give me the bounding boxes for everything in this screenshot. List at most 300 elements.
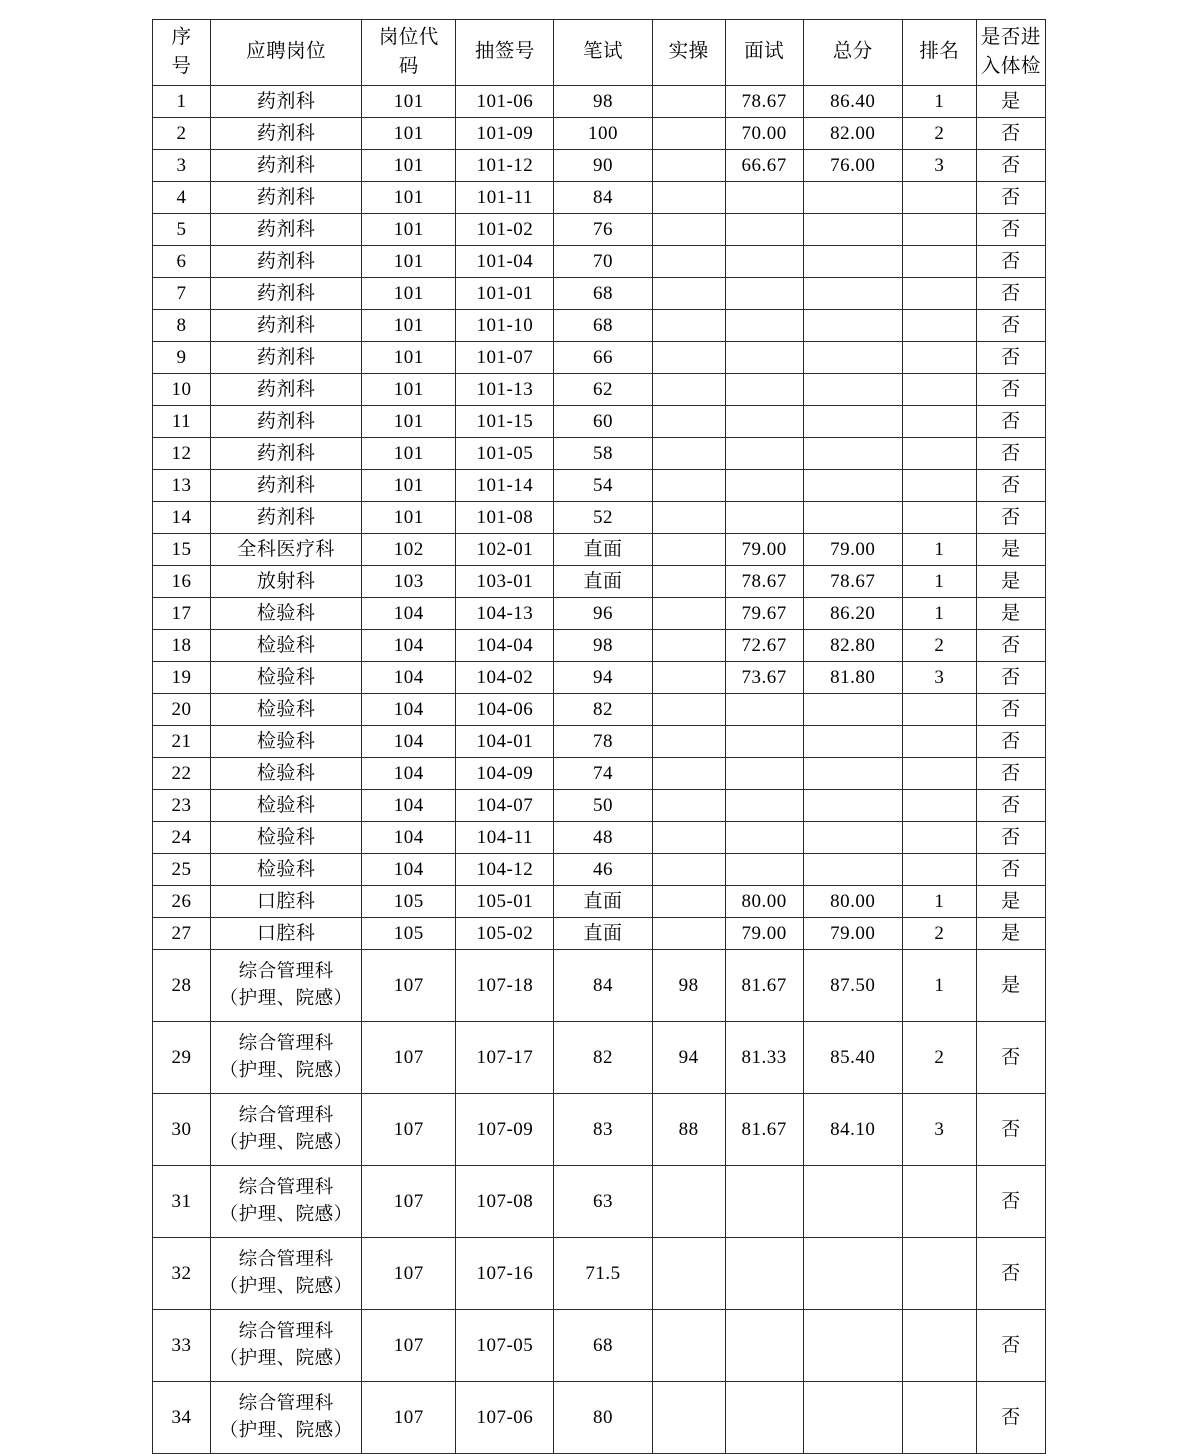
- cell-seq: 2: [153, 118, 211, 150]
- cell-prac: [652, 534, 725, 566]
- cell-written: 76: [554, 214, 652, 246]
- cell-seq: 34: [153, 1382, 211, 1454]
- cell-rank: [902, 406, 976, 438]
- cell-draw: 101-02: [456, 214, 554, 246]
- cell-draw: 104-07: [456, 790, 554, 822]
- cell-inter: [725, 790, 803, 822]
- cell-post: 药剂科: [211, 86, 362, 118]
- cell-phys: 是: [976, 886, 1045, 918]
- cell-draw: 101-10: [456, 310, 554, 342]
- cell-rank: [902, 182, 976, 214]
- cell-post: 药剂科: [211, 214, 362, 246]
- table-row: [153, 278, 1046, 310]
- cell-post: 药剂科: [211, 150, 362, 182]
- cell-phys: 否: [976, 694, 1045, 726]
- cell-total: [803, 278, 902, 310]
- table-row: [153, 1022, 1046, 1094]
- cell-post: 药剂科: [211, 470, 362, 502]
- cell-seq: 28: [153, 950, 211, 1022]
- cell-phys: 否: [976, 310, 1045, 342]
- cell-total: 86.20: [803, 598, 902, 630]
- cell-draw: 101-08: [456, 502, 554, 534]
- cell-seq: 27: [153, 918, 211, 950]
- cell-prac: [652, 438, 725, 470]
- cell-code: 101: [362, 278, 456, 310]
- cell-prac: [652, 790, 725, 822]
- cell-draw: 104-02: [456, 662, 554, 694]
- cell-prac: [652, 278, 725, 310]
- cell-seq: 14: [153, 502, 211, 534]
- cell-draw: 104-04: [456, 630, 554, 662]
- column-header-line: 抽签号: [474, 41, 535, 63]
- cell-code: 104: [362, 694, 456, 726]
- cell-post-line: 综合管理科: [238, 1321, 334, 1342]
- cell-written: 94: [554, 662, 652, 694]
- cell-total: [803, 502, 902, 534]
- cell-written: 84: [554, 950, 652, 1022]
- cell-rank: [902, 310, 976, 342]
- cell-draw: 104-11: [456, 822, 554, 854]
- cell-post: [211, 950, 362, 1022]
- cell-written: 50: [554, 790, 652, 822]
- cell-prac: [652, 630, 725, 662]
- cell-written: 66: [554, 342, 652, 374]
- cell-total: [803, 1166, 902, 1238]
- cell-inter: [725, 1238, 803, 1310]
- cell-draw: 107-08: [456, 1166, 554, 1238]
- cell-rank: 2: [902, 1022, 976, 1094]
- cell-code: 105: [362, 886, 456, 918]
- cell-seq: 12: [153, 438, 211, 470]
- cell-total: [803, 406, 902, 438]
- cell-written: 96: [554, 598, 652, 630]
- cell-rank: 3: [902, 150, 976, 182]
- cell-post-line: （护理、院感）: [219, 988, 353, 1009]
- cell-seq: 30: [153, 1094, 211, 1166]
- table-row: [153, 1166, 1046, 1238]
- cell-code: 104: [362, 854, 456, 886]
- cell-prac: [652, 1382, 725, 1454]
- cell-prac: [652, 86, 725, 118]
- cell-inter: [725, 1166, 803, 1238]
- table-row: [153, 150, 1046, 182]
- table-row: [153, 86, 1046, 118]
- cell-total: 84.10: [803, 1094, 902, 1166]
- column-header-rank: [902, 20, 976, 86]
- cell-rank: [902, 278, 976, 310]
- table-row: [153, 406, 1046, 438]
- cell-written: 82: [554, 1022, 652, 1094]
- cell-inter: 73.67: [725, 662, 803, 694]
- table-row: [153, 758, 1046, 790]
- table-row: [153, 694, 1046, 726]
- cell-prac: [652, 1166, 725, 1238]
- cell-seq: 19: [153, 662, 211, 694]
- table-row: [153, 310, 1046, 342]
- cell-seq: 18: [153, 630, 211, 662]
- cell-phys: 否: [976, 1166, 1045, 1238]
- cell-draw: 103-01: [456, 566, 554, 598]
- cell-post-line: 综合管理科: [238, 961, 334, 982]
- cell-total: 87.50: [803, 950, 902, 1022]
- cell-draw: 101-13: [456, 374, 554, 406]
- cell-post: 药剂科: [211, 374, 362, 406]
- cell-inter: 70.00: [725, 118, 803, 150]
- table-row: [153, 598, 1046, 630]
- cell-prac: [652, 758, 725, 790]
- cell-rank: 3: [902, 662, 976, 694]
- cell-phys: 是: [976, 918, 1045, 950]
- cell-phys: 是: [976, 86, 1045, 118]
- cell-draw: 101-12: [456, 150, 554, 182]
- cell-post: 口腔科: [211, 886, 362, 918]
- cell-phys: 否: [976, 278, 1045, 310]
- cell-seq: 29: [153, 1022, 211, 1094]
- cell-draw: 107-17: [456, 1022, 554, 1094]
- table-row: [153, 1094, 1046, 1166]
- cell-phys: 否: [976, 246, 1045, 278]
- cell-written: 直面: [554, 918, 652, 950]
- cell-post: 检验科: [211, 630, 362, 662]
- cell-draw: 101-09: [456, 118, 554, 150]
- cell-written: 78: [554, 726, 652, 758]
- cell-seq: 7: [153, 278, 211, 310]
- column-header-written: [554, 20, 652, 86]
- cell-phys: 否: [976, 1094, 1045, 1166]
- cell-draw: 101-11: [456, 182, 554, 214]
- cell-total: [803, 470, 902, 502]
- cell-post-line: （护理、院感）: [219, 1060, 353, 1081]
- cell-post-line: 综合管理科: [238, 1033, 334, 1054]
- cell-inter: [725, 310, 803, 342]
- cell-written: 直面: [554, 566, 652, 598]
- cell-code: 103: [362, 566, 456, 598]
- cell-phys: 是: [976, 534, 1045, 566]
- cell-prac: [652, 822, 725, 854]
- recruitment-results-table: [152, 19, 1046, 1454]
- cell-total: 78.67: [803, 566, 902, 598]
- column-header-phys: [976, 20, 1045, 86]
- cell-post: 放射科: [211, 566, 362, 598]
- cell-phys: 否: [976, 470, 1045, 502]
- cell-draw: 104-01: [456, 726, 554, 758]
- cell-draw: 107-09: [456, 1094, 554, 1166]
- cell-post: [211, 1382, 362, 1454]
- cell-rank: [902, 790, 976, 822]
- column-header-line: 入体检: [980, 55, 1041, 77]
- cell-draw: 101-06: [456, 86, 554, 118]
- table-row: [153, 1238, 1046, 1310]
- cell-phys: 否: [976, 1310, 1045, 1382]
- cell-phys: 否: [976, 1238, 1045, 1310]
- cell-total: [803, 1382, 902, 1454]
- cell-inter: 72.67: [725, 630, 803, 662]
- cell-written: 82: [554, 694, 652, 726]
- cell-inter: [725, 822, 803, 854]
- cell-rank: [902, 1310, 976, 1382]
- cell-inter: [725, 342, 803, 374]
- cell-written: 80: [554, 1382, 652, 1454]
- cell-code: 101: [362, 502, 456, 534]
- cell-phys: 否: [976, 662, 1045, 694]
- cell-rank: 1: [902, 534, 976, 566]
- cell-inter: 81.33: [725, 1022, 803, 1094]
- cell-code: 101: [362, 438, 456, 470]
- cell-seq: 33: [153, 1310, 211, 1382]
- cell-total: 81.80: [803, 662, 902, 694]
- cell-rank: [902, 374, 976, 406]
- table-row: [153, 118, 1046, 150]
- cell-total: [803, 822, 902, 854]
- cell-inter: 81.67: [725, 1094, 803, 1166]
- cell-total: [803, 374, 902, 406]
- cell-inter: [725, 182, 803, 214]
- column-header-line: 号: [171, 55, 192, 77]
- cell-draw: 104-06: [456, 694, 554, 726]
- cell-code: 101: [362, 374, 456, 406]
- column-header-line: 面试: [744, 41, 785, 63]
- cell-post-line: （护理、院感）: [219, 1348, 353, 1369]
- cell-written: 84: [554, 182, 652, 214]
- column-header-post: [211, 20, 362, 86]
- cell-prac: [652, 726, 725, 758]
- cell-code: 101: [362, 470, 456, 502]
- cell-draw: 107-05: [456, 1310, 554, 1382]
- cell-seq: 17: [153, 598, 211, 630]
- cell-post: 药剂科: [211, 342, 362, 374]
- cell-post: 药剂科: [211, 310, 362, 342]
- cell-code: 101: [362, 406, 456, 438]
- cell-post-line: 综合管理科: [238, 1105, 334, 1126]
- cell-post: 药剂科: [211, 278, 362, 310]
- cell-draw: 107-16: [456, 1238, 554, 1310]
- cell-code: 104: [362, 758, 456, 790]
- cell-total: [803, 758, 902, 790]
- cell-seq: 9: [153, 342, 211, 374]
- cell-post: [211, 1094, 362, 1166]
- cell-rank: [902, 342, 976, 374]
- table-header: [153, 20, 1046, 86]
- cell-post-line: （护理、院感）: [219, 1276, 353, 1297]
- cell-code: 104: [362, 662, 456, 694]
- cell-prac: [652, 1310, 725, 1382]
- cell-post: [211, 1310, 362, 1382]
- cell-code: 107: [362, 1382, 456, 1454]
- cell-total: [803, 1238, 902, 1310]
- cell-written: 68: [554, 310, 652, 342]
- cell-written: 54: [554, 470, 652, 502]
- cell-inter: 66.67: [725, 150, 803, 182]
- cell-phys: 否: [976, 342, 1045, 374]
- cell-post: 口腔科: [211, 918, 362, 950]
- cell-post: [211, 1022, 362, 1094]
- cell-seq: 25: [153, 854, 211, 886]
- cell-rank: 2: [902, 118, 976, 150]
- cell-written: 60: [554, 406, 652, 438]
- cell-post: 检验科: [211, 822, 362, 854]
- cell-post: 全科医疗科: [211, 534, 362, 566]
- cell-draw: 101-05: [456, 438, 554, 470]
- cell-total: [803, 182, 902, 214]
- cell-draw: 101-15: [456, 406, 554, 438]
- cell-rank: [902, 246, 976, 278]
- cell-total: 76.00: [803, 150, 902, 182]
- cell-post: 检验科: [211, 726, 362, 758]
- cell-code: 101: [362, 214, 456, 246]
- table-row: [153, 438, 1046, 470]
- cell-phys: 否: [976, 630, 1045, 662]
- cell-draw: 101-01: [456, 278, 554, 310]
- cell-phys: 否: [976, 726, 1045, 758]
- cell-phys: 否: [976, 758, 1045, 790]
- cell-draw: 101-07: [456, 342, 554, 374]
- cell-written: 70: [554, 246, 652, 278]
- table-row: [153, 630, 1046, 662]
- cell-phys: 否: [976, 1022, 1045, 1094]
- cell-code: 107: [362, 950, 456, 1022]
- cell-total: [803, 694, 902, 726]
- cell-post: 药剂科: [211, 406, 362, 438]
- cell-total: 82.80: [803, 630, 902, 662]
- cell-phys: 否: [976, 854, 1045, 886]
- cell-code: 107: [362, 1094, 456, 1166]
- cell-phys: 否: [976, 406, 1045, 438]
- cell-post-line: （护理、院感）: [219, 1420, 353, 1441]
- cell-inter: 79.67: [725, 598, 803, 630]
- table-body: [153, 86, 1046, 1454]
- table-row: [153, 374, 1046, 406]
- cell-post: 检验科: [211, 662, 362, 694]
- cell-seq: 26: [153, 886, 211, 918]
- cell-written: 52: [554, 502, 652, 534]
- cell-rank: [902, 694, 976, 726]
- column-header-code: [362, 20, 456, 86]
- cell-rank: [902, 1166, 976, 1238]
- cell-prac: [652, 214, 725, 246]
- column-header-line: 总分: [832, 41, 873, 63]
- cell-inter: [725, 246, 803, 278]
- cell-code: 107: [362, 1238, 456, 1310]
- cell-prac: [652, 342, 725, 374]
- cell-rank: 1: [902, 598, 976, 630]
- cell-code: 107: [362, 1166, 456, 1238]
- cell-post: 药剂科: [211, 246, 362, 278]
- cell-seq: 3: [153, 150, 211, 182]
- cell-draw: 102-01: [456, 534, 554, 566]
- cell-code: 107: [362, 1310, 456, 1382]
- table-row: [153, 886, 1046, 918]
- cell-prac: 94: [652, 1022, 725, 1094]
- column-header-inter: [725, 20, 803, 86]
- cell-seq: 8: [153, 310, 211, 342]
- table-row: [153, 662, 1046, 694]
- cell-total: [803, 246, 902, 278]
- cell-rank: 1: [902, 86, 976, 118]
- table-row: [153, 790, 1046, 822]
- cell-prac: [652, 1238, 725, 1310]
- cell-rank: 1: [902, 886, 976, 918]
- column-header-line: 笔试: [582, 41, 623, 63]
- cell-rank: [902, 1238, 976, 1310]
- table-row: [153, 182, 1046, 214]
- cell-phys: 是: [976, 566, 1045, 598]
- cell-total: [803, 438, 902, 470]
- table-row: [153, 950, 1046, 1022]
- cell-post: 检验科: [211, 790, 362, 822]
- cell-inter: [725, 726, 803, 758]
- cell-phys: 否: [976, 182, 1045, 214]
- cell-inter: 79.00: [725, 918, 803, 950]
- cell-rank: 3: [902, 1094, 976, 1166]
- cell-prac: [652, 598, 725, 630]
- cell-written: 98: [554, 86, 652, 118]
- cell-written: 直面: [554, 534, 652, 566]
- cell-post-line: 综合管理科: [238, 1177, 334, 1198]
- cell-total: [803, 342, 902, 374]
- cell-written: 63: [554, 1166, 652, 1238]
- cell-draw: 107-06: [456, 1382, 554, 1454]
- table-row: [153, 822, 1046, 854]
- cell-total: [803, 1310, 902, 1382]
- cell-code: 101: [362, 182, 456, 214]
- column-header-seq: [153, 20, 211, 86]
- cell-prac: [652, 182, 725, 214]
- cell-seq: 13: [153, 470, 211, 502]
- cell-draw: 104-09: [456, 758, 554, 790]
- cell-code: 105: [362, 918, 456, 950]
- cell-total: 79.00: [803, 918, 902, 950]
- cell-written: 83: [554, 1094, 652, 1166]
- column-header-line: 岗位代: [378, 27, 439, 49]
- cell-written: 68: [554, 1310, 652, 1382]
- cell-inter: [725, 374, 803, 406]
- cell-post: 药剂科: [211, 182, 362, 214]
- cell-rank: 2: [902, 918, 976, 950]
- cell-draw: 104-13: [456, 598, 554, 630]
- table-row: [153, 566, 1046, 598]
- cell-written: 98: [554, 630, 652, 662]
- cell-total: 86.40: [803, 86, 902, 118]
- cell-seq: 1: [153, 86, 211, 118]
- cell-code: 104: [362, 790, 456, 822]
- cell-written: 直面: [554, 886, 652, 918]
- cell-post: [211, 1166, 362, 1238]
- column-header-prac: [652, 20, 725, 86]
- cell-inter: [725, 502, 803, 534]
- table-row: [153, 246, 1046, 278]
- cell-post-line: 综合管理科: [238, 1249, 334, 1270]
- table-row: [153, 342, 1046, 374]
- cell-prac: [652, 246, 725, 278]
- cell-phys: 否: [976, 822, 1045, 854]
- cell-code: 104: [362, 822, 456, 854]
- column-header-line: 码: [398, 55, 419, 77]
- cell-total: [803, 310, 902, 342]
- cell-rank: [902, 214, 976, 246]
- table-row: [153, 502, 1046, 534]
- cell-post: 药剂科: [211, 118, 362, 150]
- table-row: [153, 918, 1046, 950]
- cell-written: 74: [554, 758, 652, 790]
- cell-inter: [725, 1310, 803, 1382]
- cell-seq: 23: [153, 790, 211, 822]
- cell-inter: [725, 406, 803, 438]
- cell-rank: [902, 758, 976, 790]
- table-row: [153, 854, 1046, 886]
- cell-rank: 1: [902, 950, 976, 1022]
- cell-code: 102: [362, 534, 456, 566]
- cell-seq: 5: [153, 214, 211, 246]
